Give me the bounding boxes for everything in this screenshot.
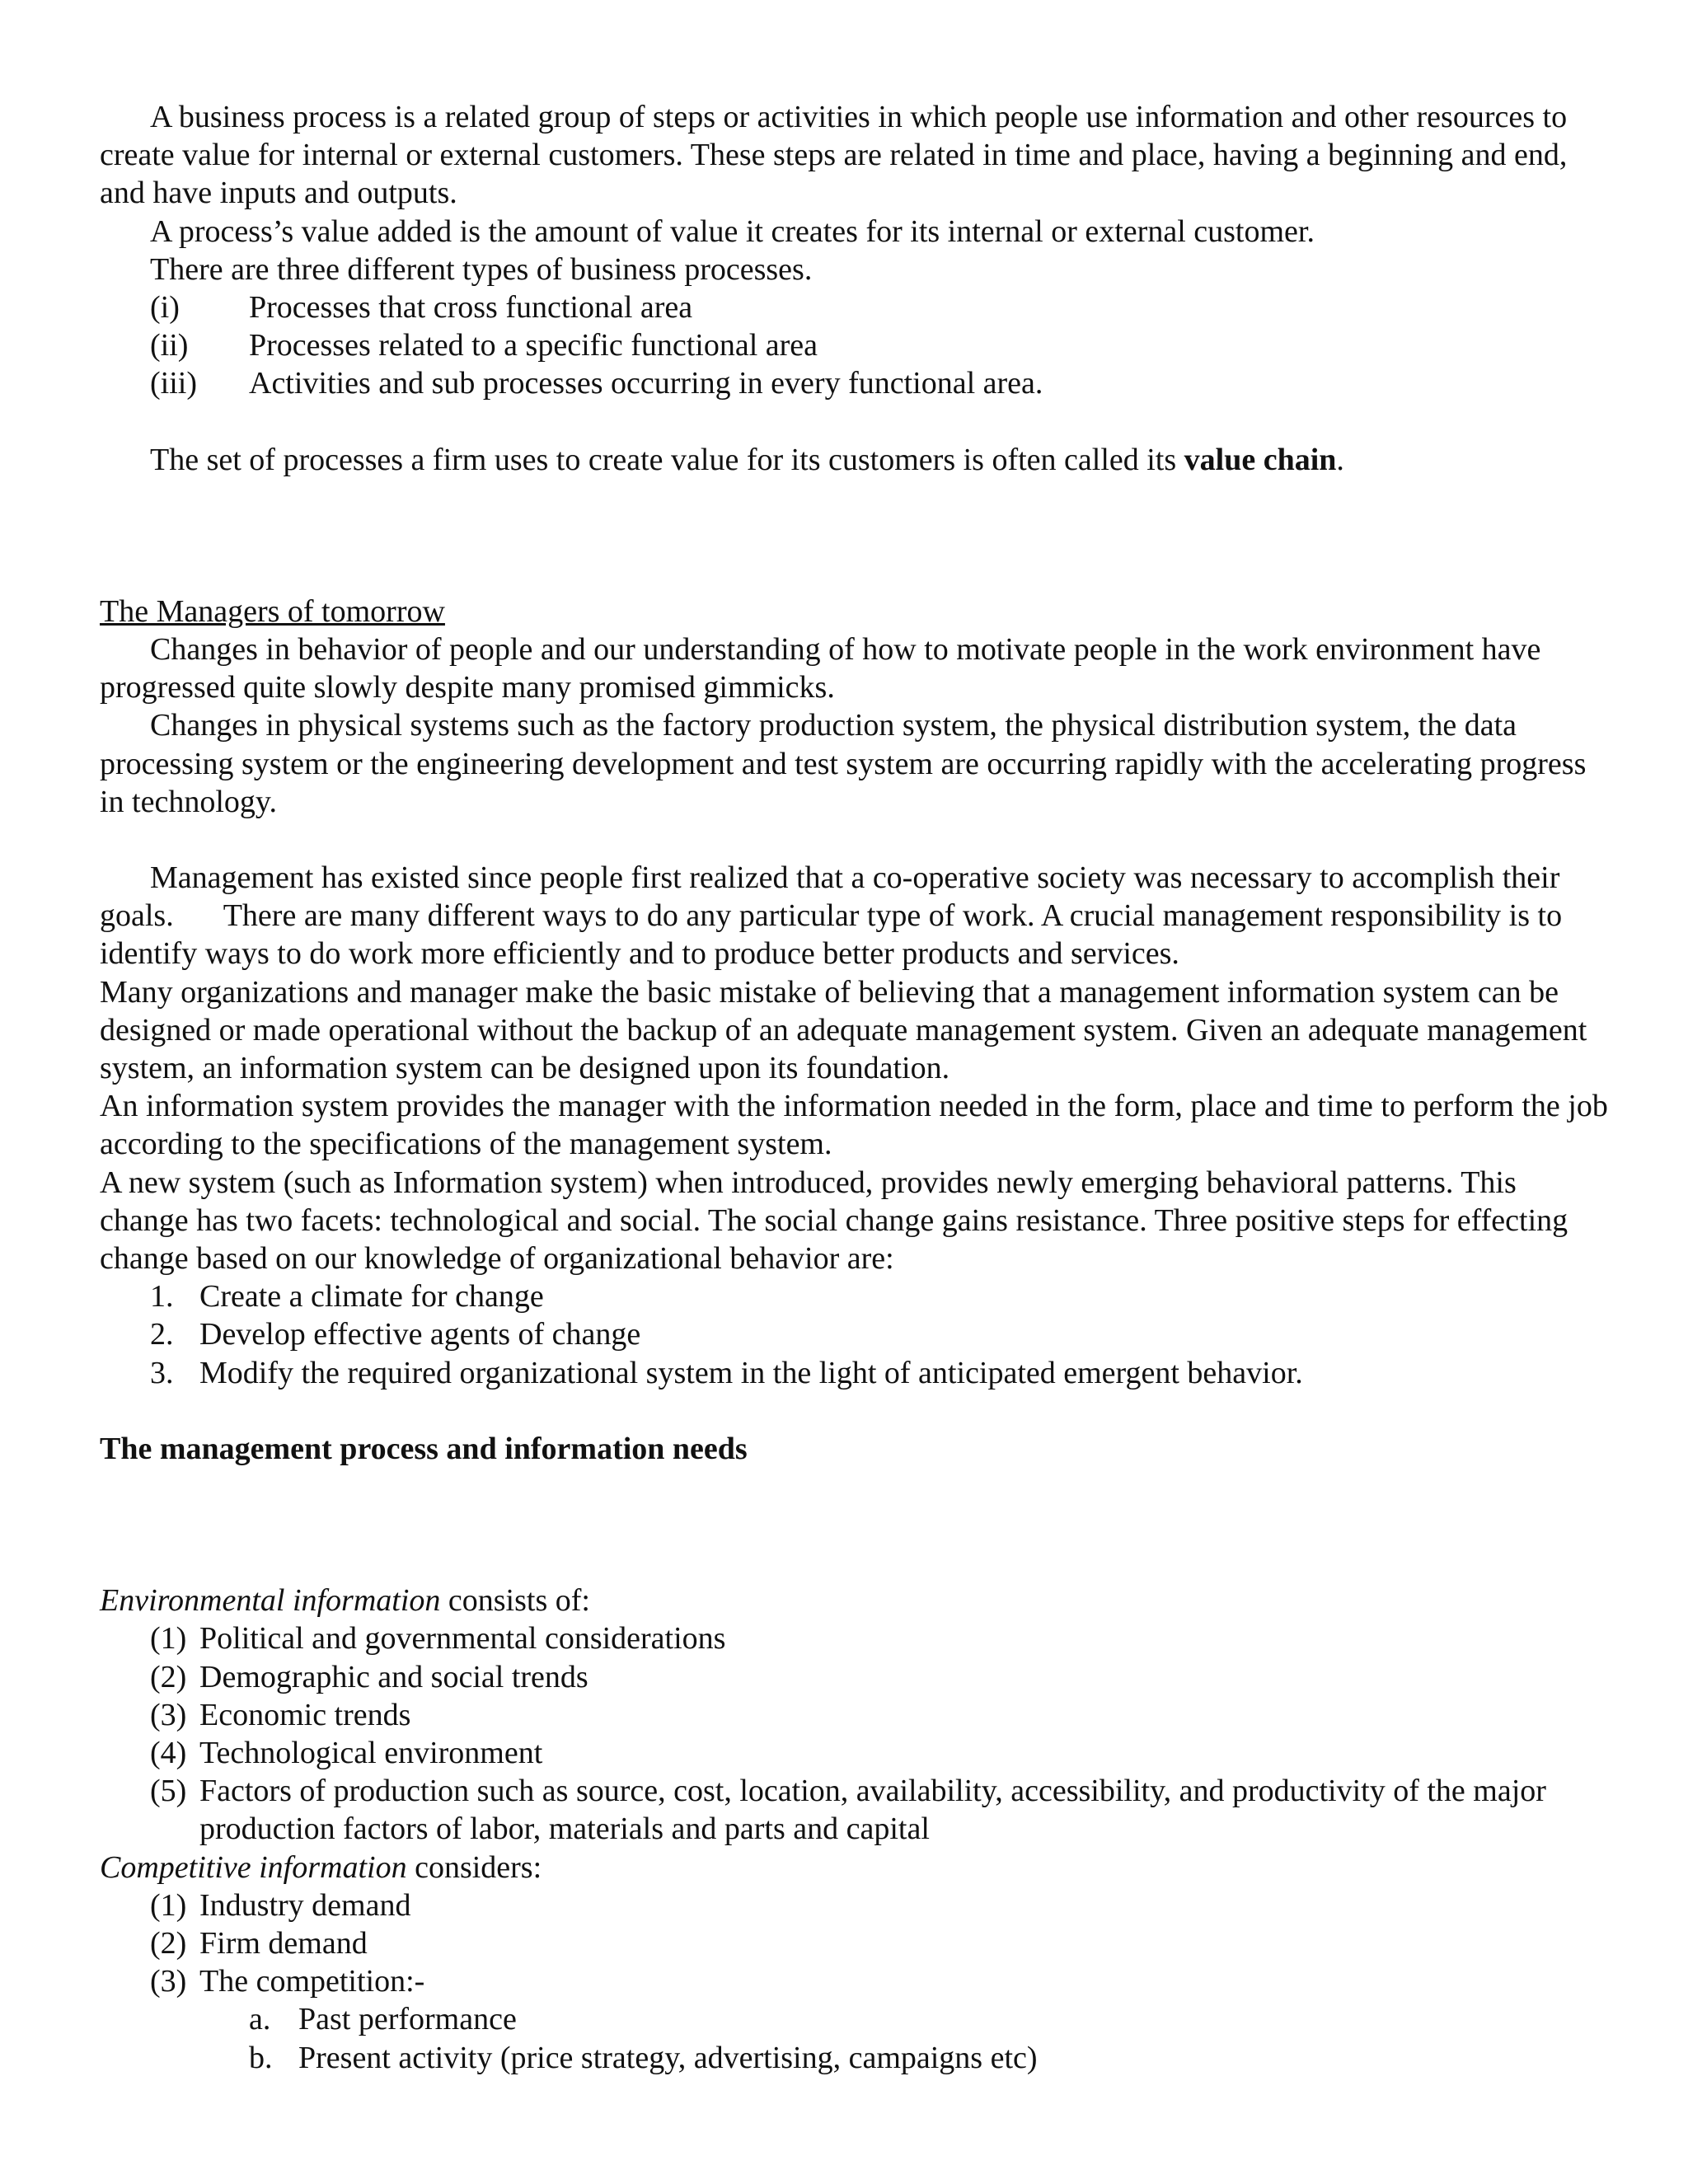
list-item — [100, 1619, 1608, 1657]
environmental-suffix: consists of: — [440, 1583, 590, 1619]
competitive-list — [100, 1886, 1608, 2001]
list-item — [100, 288, 1608, 326]
intro-paragraph-2: A process’s value added is the amount of value it creates for its internal or external customer. — [150, 213, 1315, 249]
list-item-number: 1. — [150, 1279, 174, 1315]
list-item — [100, 1315, 1608, 1353]
list-item — [100, 1696, 1608, 1734]
value-chain-period: . — [1336, 442, 1344, 477]
value-chain-term: value chain — [1184, 442, 1337, 477]
value-chain-paragraph — [100, 441, 1608, 479]
process-heading: The management process and information needs — [100, 1431, 748, 1466]
competitive-suffix: considers: — [406, 1849, 542, 1885]
list-item — [100, 1924, 1608, 1962]
managers-heading: The Managers of tomorrow — [100, 593, 445, 629]
list-item-number: a. — [249, 2002, 271, 2037]
list-item-number: (iii) — [150, 366, 197, 401]
environmental-label: Environmental information — [100, 1583, 441, 1619]
list-item-text: Industry demand — [199, 1887, 411, 1923]
list-item-number: (1) — [150, 1621, 187, 1657]
list-item-text: Past performance — [298, 2002, 517, 2037]
competitive-intro — [100, 1849, 1608, 1886]
environmental-list — [100, 1619, 1608, 1848]
list-item-number: (2) — [150, 1659, 187, 1694]
list-item-number: (ii) — [150, 328, 189, 363]
managers-paragraph-5: An information system provides the manager with the information needed in the form, place and time to perform the job according to the specifications of the management system. — [100, 1089, 1608, 1162]
list-item-number: (5) — [150, 1774, 187, 1809]
list-item-number: (2) — [150, 1925, 187, 1961]
list-item-text: Firm demand — [199, 1925, 368, 1961]
managers-paragraph-6: A new system (such as Information system) when introduced, provides newly emerging behavioral patterns. This change has two facets: technological and social. The social change gains resistance. Three positive steps for effecting change based on our knowledge of organizational behavior are: — [100, 1165, 1568, 1277]
list-item-number: (3) — [150, 1964, 187, 1999]
managers-paragraph-3a: Management has existed since people first realized that a co-operative society was necessary to accomplish their goals. — [100, 860, 1560, 934]
list-item-number: (i) — [150, 290, 180, 326]
list-item-text: Political and governmental considerations — [199, 1621, 726, 1657]
process-types-list — [100, 288, 1608, 403]
intro-paragraph-3: There are three different types of business processes. — [150, 251, 813, 287]
managers-paragraph-2: Changes in physical systems such as the factory production system, the physical distribution system, the data processing system or the engineering development and test system are occurring rapidly with the accelerating progress in technology. — [100, 708, 1587, 819]
list-item — [100, 1354, 1608, 1392]
environmental-intro — [100, 1582, 1608, 1619]
list-item — [100, 326, 1608, 364]
change-steps-list — [100, 1277, 1608, 1392]
list-item-number: (3) — [150, 1697, 187, 1732]
list-item — [100, 1772, 1608, 1848]
intro-paragraph-1: A business process is a related group of steps or activities in which people use information and other resources to create value for internal or external customers. These steps are related in time and place, having a beginning and end, and have inputs and outputs. — [100, 100, 1568, 211]
list-item-text: Present activity (price strategy, advertising, campaigns etc) — [298, 2040, 1038, 2075]
list-item-text: Activities and sub processes occurring in every functional area. — [249, 366, 1043, 401]
managers-paragraph-3 — [100, 859, 1608, 973]
list-item-number: (4) — [150, 1735, 187, 1770]
list-item — [100, 364, 1608, 402]
list-item-text: The competition:- — [199, 1964, 425, 1999]
list-item — [100, 1734, 1608, 1772]
list-item-number: 3. — [150, 1355, 174, 1390]
list-item-number: 2. — [150, 1317, 174, 1352]
list-item-number: b. — [249, 2040, 273, 2075]
list-item-text: Demographic and social trends — [199, 1659, 588, 1694]
list-item-text: Processes related to a specific functional area — [249, 328, 818, 363]
list-item-text: Modify the required organizational system in the light of anticipated emergent behavior. — [199, 1355, 1303, 1390]
list-item-text: Technological environment — [199, 1735, 543, 1770]
list-item-text: Develop effective agents of change — [199, 1317, 641, 1352]
document-page — [100, 98, 1608, 2077]
competition-sub-list — [100, 2000, 1608, 2076]
managers-paragraph-4: Many organizations and manager make the basic mistake of believing that a management information system can be designed or made operational without the backup of an adequate management system. Given an adequate management system, an information system can be designed upon its foundation. — [100, 974, 1587, 1086]
list-item — [100, 2039, 1608, 2077]
managers-paragraph-3b: There are many different ways to do any particular type of work. A crucial management responsibility is to identify ways to do work more efficiently and to produce better products and services. — [100, 898, 1563, 972]
list-item-text: Processes that cross functional area — [249, 290, 693, 326]
competitive-label: Competitive information — [100, 1849, 407, 1885]
list-item-number: (1) — [150, 1887, 187, 1923]
value-chain-text: The set of processes a firm uses to create value for its customers is often called its — [150, 442, 1184, 477]
managers-paragraph-1: Changes in behavior of people and our understanding of how to motivate people in the work environment have progressed quite slowly despite many promised gimmicks. — [100, 632, 1541, 705]
list-item-text: Factors of production such as source, cost, location, availability, accessibility, and productivity of the major production factors of labor, materials and parts and capital — [199, 1774, 1546, 1847]
list-item — [100, 2000, 1608, 2038]
list-item-text: Economic trends — [199, 1697, 411, 1732]
list-item — [100, 1886, 1608, 1924]
list-item — [100, 1962, 1608, 2000]
list-item — [100, 1658, 1608, 1696]
list-item-text: Create a climate for change — [199, 1279, 544, 1315]
list-item — [100, 1277, 1608, 1315]
